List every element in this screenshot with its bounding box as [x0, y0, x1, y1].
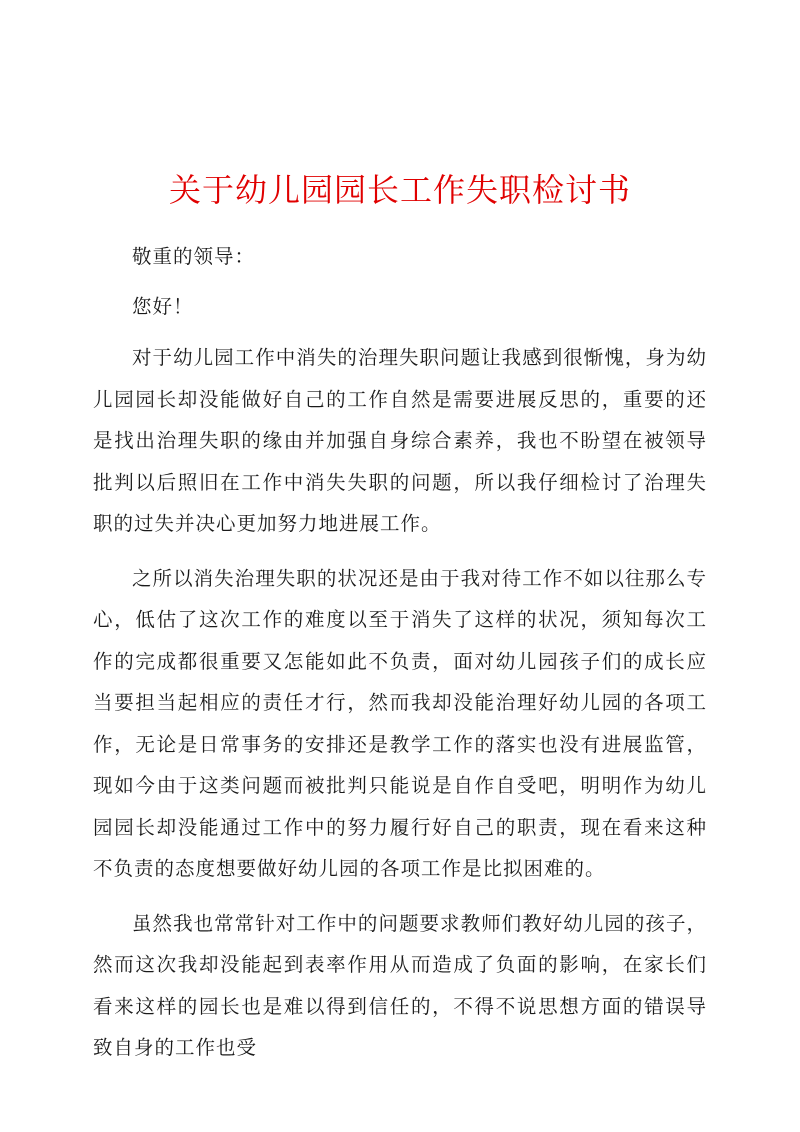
paragraph-2: 之所以消失治理失职的状况还是由于我对待工作不如以往那么专心，低估了这次工作的难度以至于消失了这样的状况，须知每次工作的完成都很重要又怎能如此不负责，面对幼儿园孩子们的成长应当要担当起相应的责任才行，然而我却没能治理好幼儿园的各项工作，无论是日常事务的安排还是教学工作的落实也没有进展监管，现如今由于这类问题而被批判只能说是自作自受吧，明明作为幼儿园园长却没能通过工作中的努力履行好自己的职责，现在看来这种不负责的态度想要做好幼儿园的各项工作是比拟困难的。	[93, 566, 707, 880]
paragraph-3: 虽然我也常常针对工作中的问题要求教师们教好幼儿园的孩子，然而这次我却没能起到表率作用从而造成了负面的影响，在家长们看来这样的园长也是难以得到信任的，不得不说思想方面的错误导致自身的工作也受	[93, 911, 707, 1059]
greeting: 您好！	[132, 294, 194, 318]
document-title: 关于幼儿园园长工作失职检讨书	[168, 171, 631, 209]
document-body	[93, 236, 707, 1082]
paragraph-1: 对于幼儿园工作中消失的治理失职问题让我感到很惭愧，身为幼儿园园长却没能做好自己的工作自然是需要进展反思的，重要的还是找出治理失职的缘由并加强自身综合素养，我也不盼望在被领导批判以后照旧在工作中消失失职的问题，所以我仔细检讨了治理失职的过失并决心更加努力地进展工作。	[93, 346, 707, 535]
salutation: 敬重的领导：	[132, 245, 256, 268]
